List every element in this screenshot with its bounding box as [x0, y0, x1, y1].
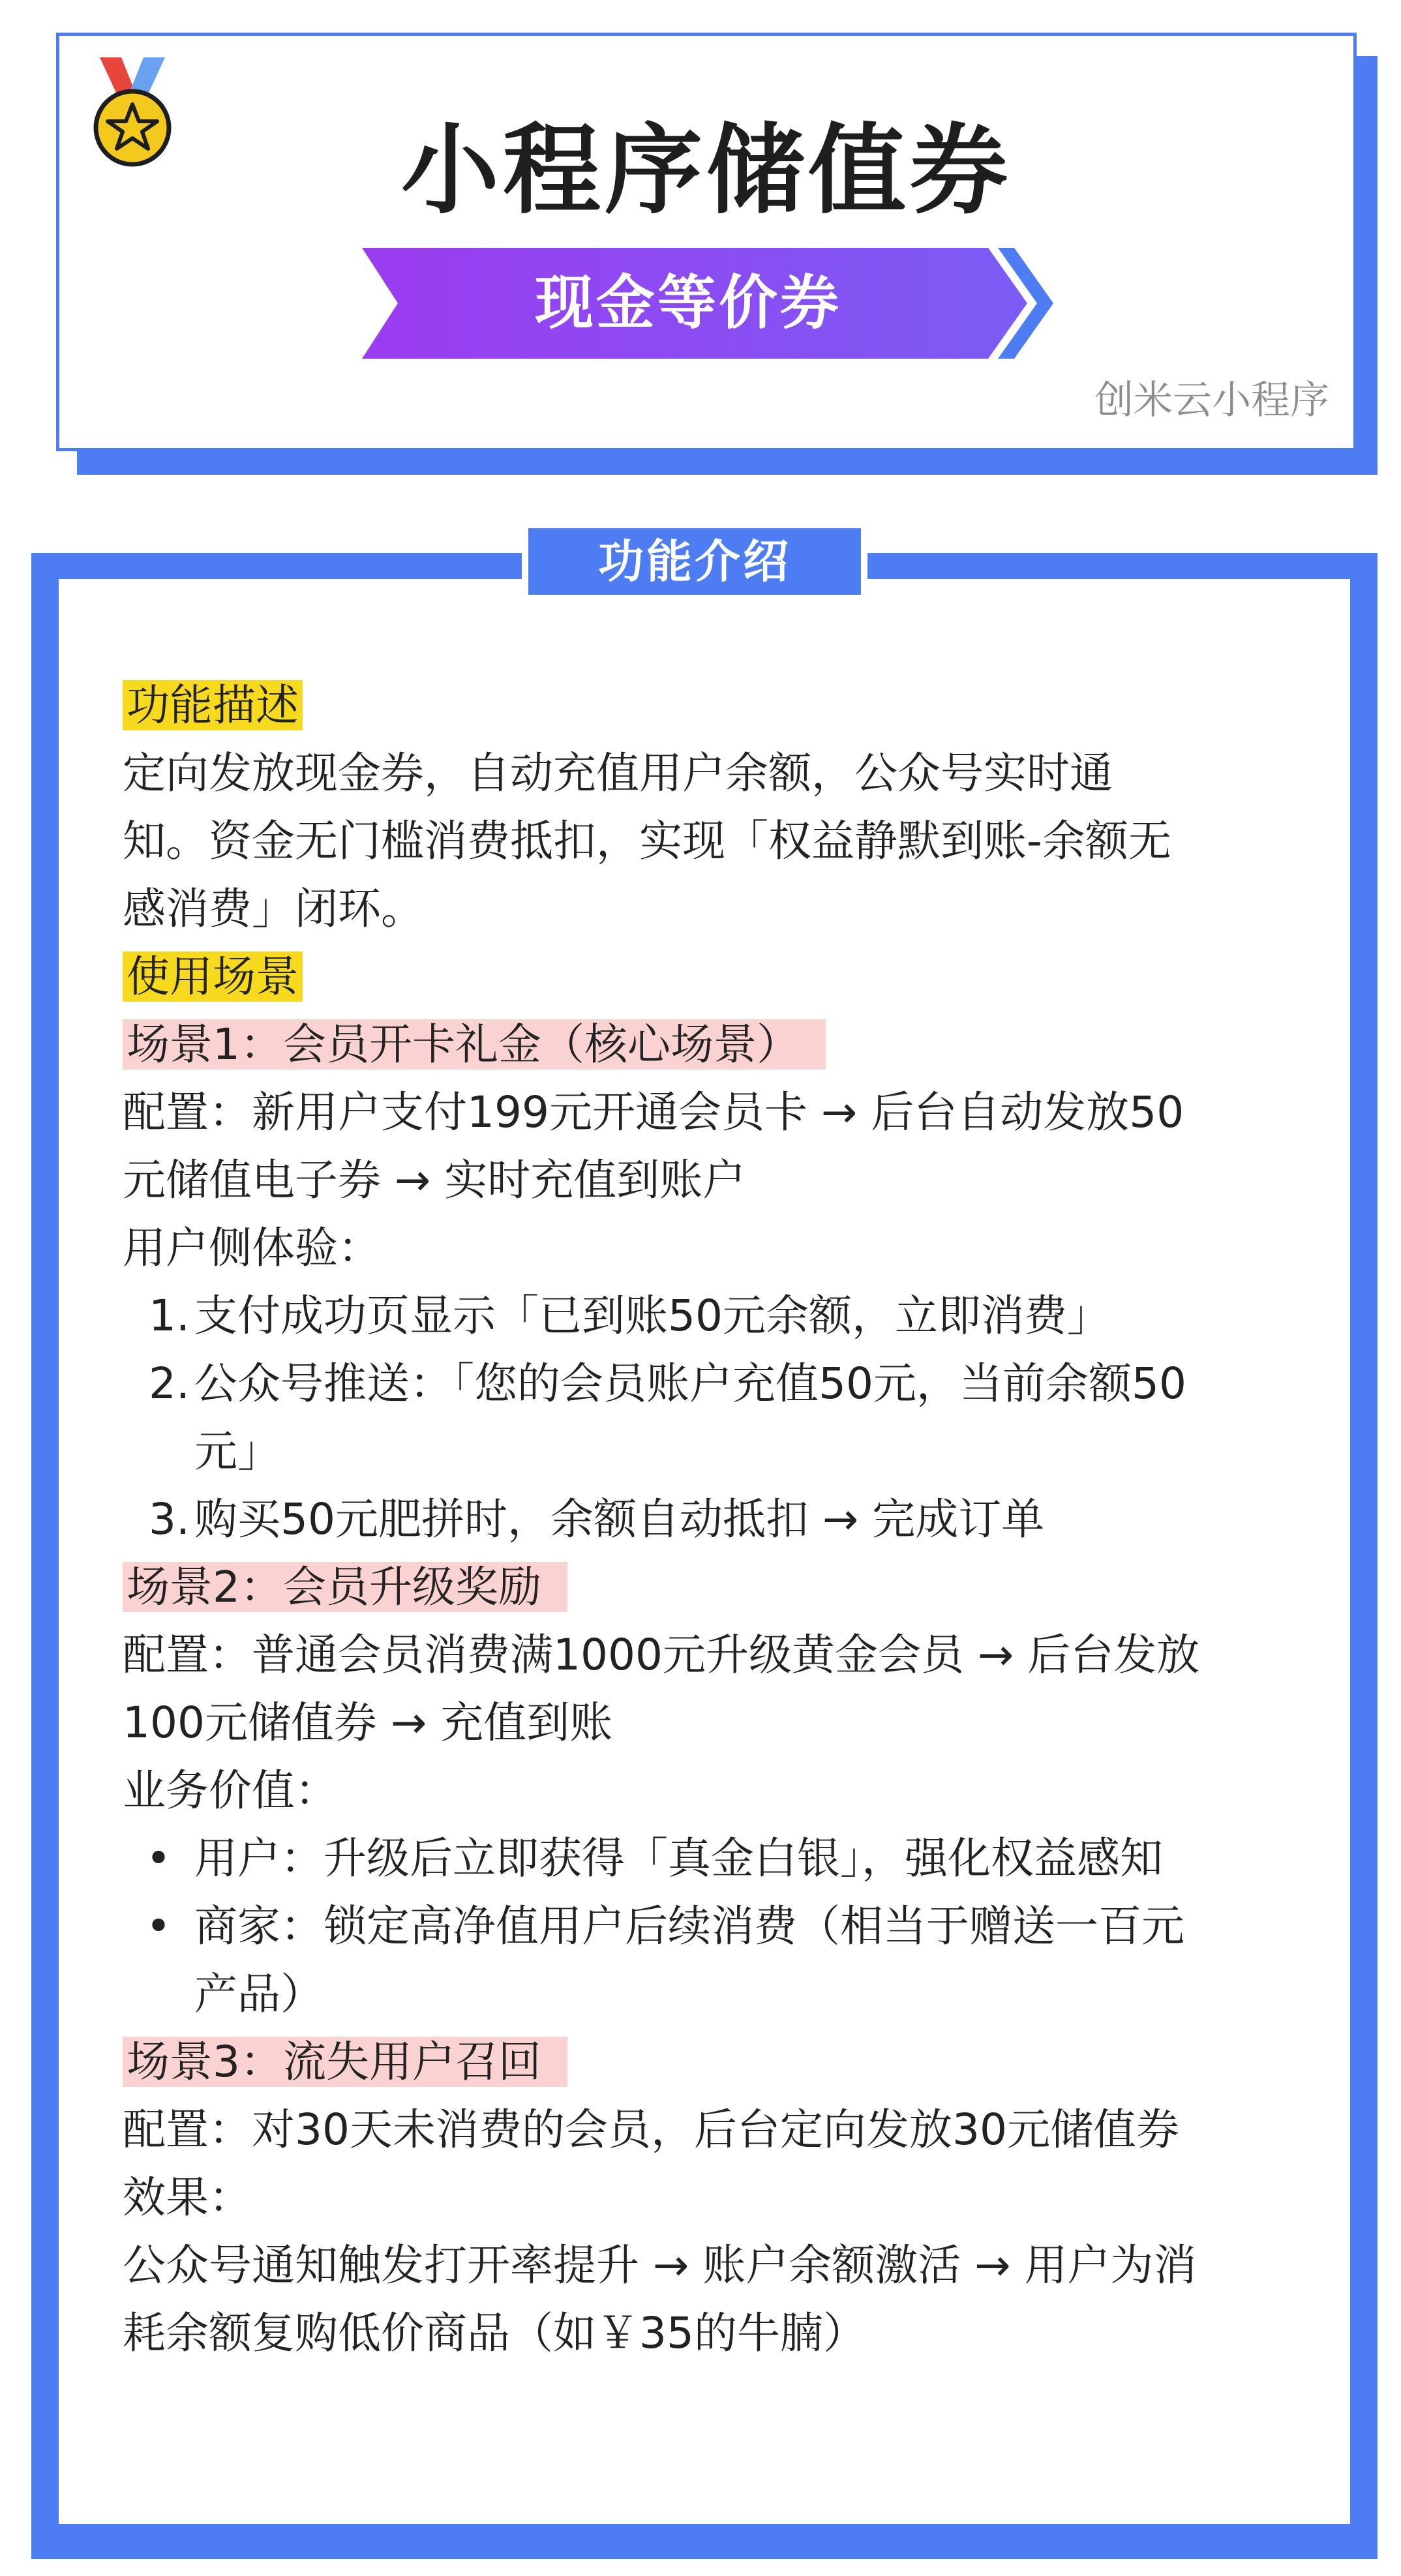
section-heading-description: 功能描述	[123, 680, 303, 730]
list-item: 2. 公众号推送：「您的会员账户充值50元，当前余额50	[149, 1358, 1186, 1409]
scene-title: 场景1：会员开卡礼金（核心场景）	[123, 1019, 826, 1070]
config-line: 配置：普通会员消费满1000元升级黄金会员 → 后台发放	[123, 1630, 1200, 1680]
brand-label: 创米云小程序	[1094, 378, 1329, 423]
section-heading-usage: 使用场景	[123, 951, 303, 1002]
scene-title: 场景2：会员升级奖励	[123, 1562, 567, 1612]
section-tab: 功能介绍	[522, 522, 867, 601]
page-title: 小程序储值券	[400, 114, 1012, 228]
sub-heading: 效果：	[123, 2172, 252, 2223]
config-line: 100元储值券 → 充值到账	[123, 1698, 613, 1748]
desc-line: 感消费」闭环。	[123, 884, 424, 934]
list-item: 3. 购买50元肥拼时，余额自动抵扣 → 完成订单	[149, 1494, 1045, 1544]
config-line: 配置：新用户支付199元开通会员卡 → 后台自动发放50	[123, 1087, 1184, 1137]
bullet-item: • 用户：升级后立即获得「真金白银」，强化权益感知	[145, 1833, 1163, 1883]
sub-heading: 用户侧体验：	[123, 1223, 381, 1273]
desc-line: 定向发放现金券，自动充值用户余额，公众号实时通	[123, 748, 1113, 798]
list-item: 1. 支付成功页显示「已到账50元余额，立即消费」	[149, 1291, 1110, 1341]
sub-heading: 业务价值：	[123, 1765, 338, 1816]
effect-line: 耗余额复购低价商品（如￥35的牛腩）	[123, 2308, 866, 2358]
scene-title: 场景3：流失用户召回	[123, 2037, 567, 2087]
bullet-item-continuation: 产品）	[194, 1969, 324, 2019]
desc-line: 知。资金无门槛消费抵扣，实现「权益静默到账-余额无	[123, 816, 1171, 866]
bullet-item: • 商家：锁定高净值用户后续消费（相当于赠送一百元	[145, 1901, 1184, 1951]
list-item-continuation: 元」	[194, 1426, 280, 1476]
config-line: 配置：对30天未消费的会员，后台定向发放30元储值券	[123, 2104, 1179, 2155]
effect-line: 公众号通知触发打开率提升 → 账户余额激活 → 用户为消	[123, 2240, 1197, 2290]
config-line: 元储值电子券 → 实时充值到账户	[123, 1155, 746, 1205]
content-body	[123, 672, 1297, 2367]
ribbon-label: 现金等价券	[535, 269, 841, 337]
